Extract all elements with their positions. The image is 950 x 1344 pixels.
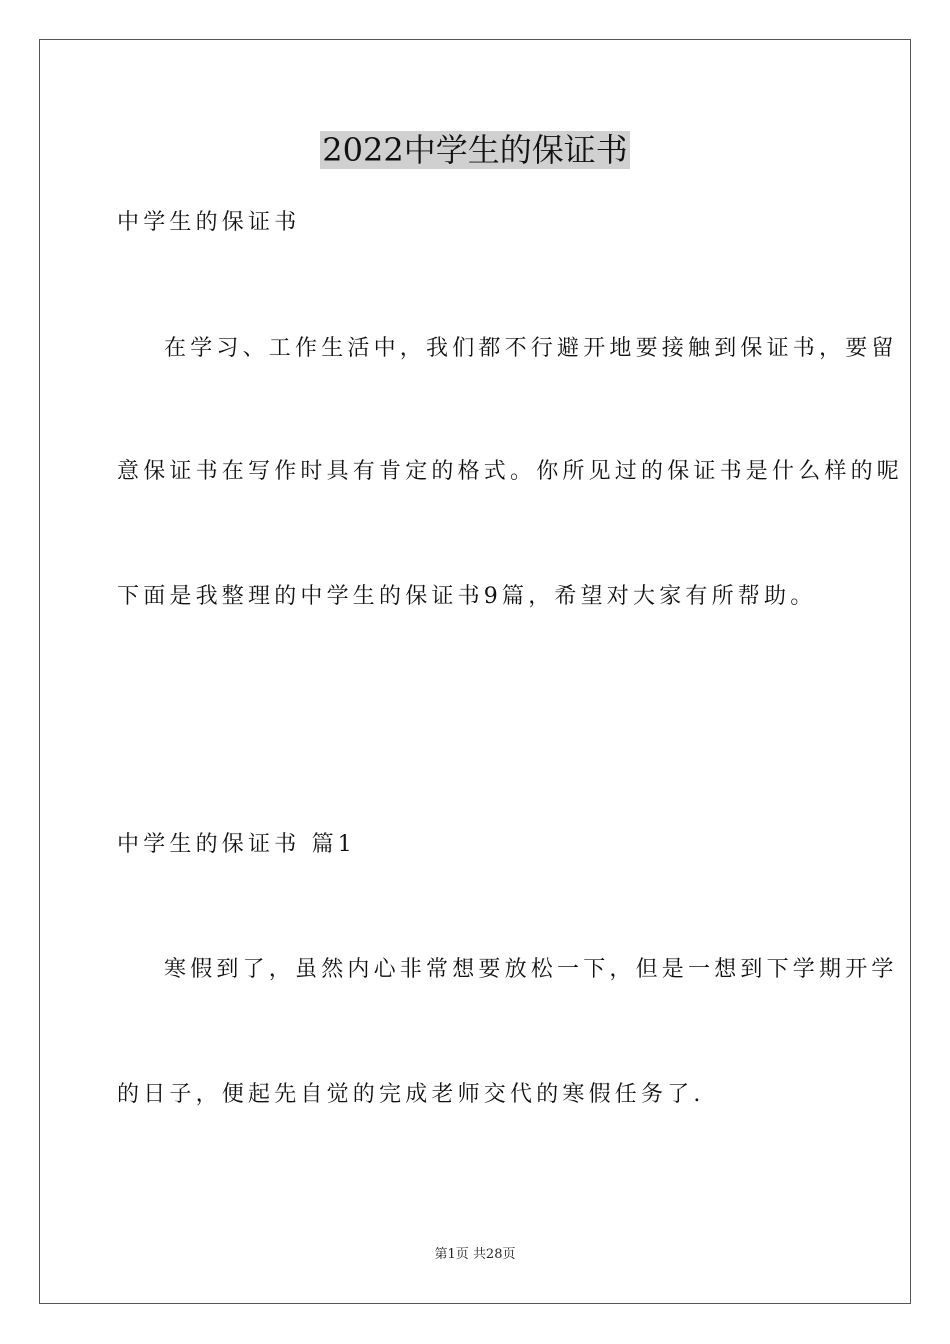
- page-footer: 第1页 共28页: [434, 1247, 516, 1262]
- section-line-1: 寒假到了，虽然内心非常想要放松一下，但是一想到下学期开学: [164, 957, 898, 982]
- document-title-text: 2022中学生的保证书: [322, 131, 628, 169]
- document-subtitle: 中学生的保证书: [117, 210, 301, 235]
- section-heading: 中学生的保证书 篇1: [117, 832, 356, 857]
- intro-line-2: 意保证书在写作时具有肯定的格式。你所见过的保证书是什么样的呢: [117, 459, 904, 484]
- section-line-2: 的日子，便起先自觉的完成老师交代的寒假任务了.: [117, 1082, 705, 1107]
- document-title: [0, 128, 950, 172]
- intro-line-1: 在学习、工作生活中，我们都不行避开地要接触到保证书，要留: [164, 336, 898, 361]
- intro-line-3: 下面是我整理的中学生的保证书9篇，希望对大家有所帮助。: [117, 584, 817, 609]
